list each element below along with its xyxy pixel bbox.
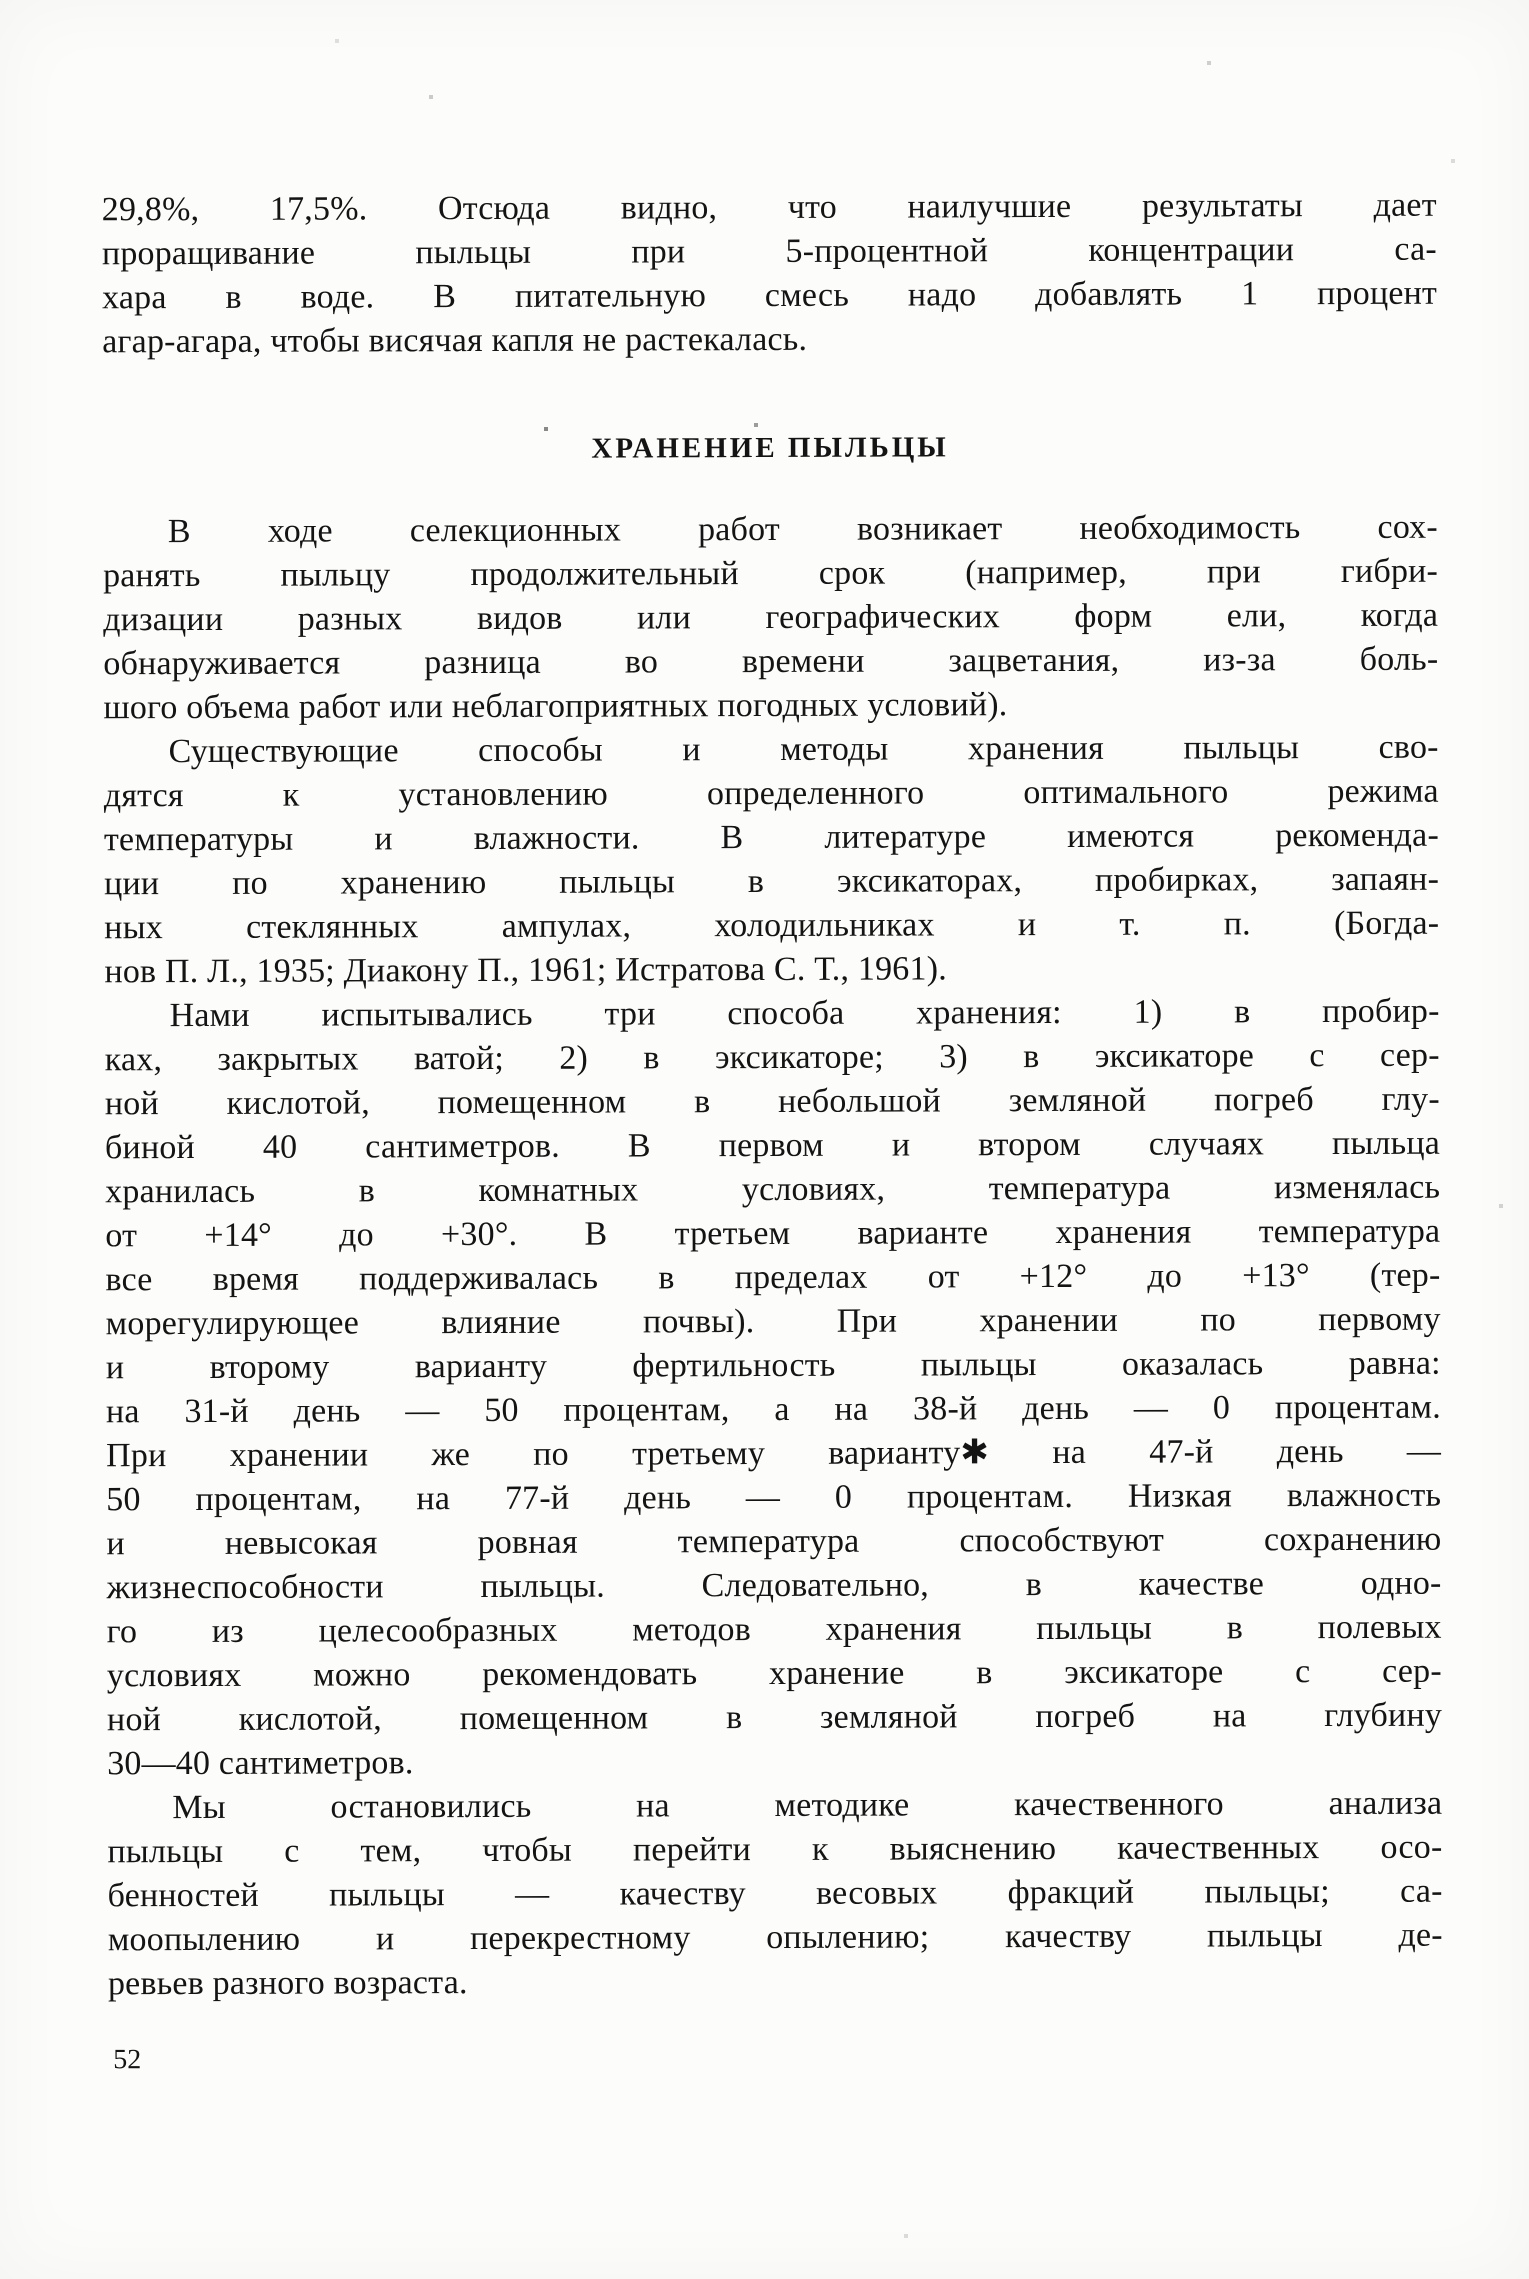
text-line: проращивание пыльцы при 5-процентной концентрации са- bbox=[101, 230, 1437, 273]
text-line: обнаруживается разница во времени зацветания, из-за боль- bbox=[103, 640, 1439, 683]
text-line: дизации разных видов или географических форм ели, когда bbox=[103, 596, 1439, 639]
section-heading: ХРАНЕНИЕ ПЫЛЬЦЫ bbox=[591, 431, 949, 465]
text-line: 29,8%, 17,5%. Отсюда видно, что наилучшие результаты дает bbox=[101, 186, 1437, 229]
text-line: ках, закрытых ватой; 2) в эксикаторе; 3) в эксикаторе с сер- bbox=[104, 1036, 1440, 1079]
text-line: и второму варианту фертильность пыльцы оказалась равна: bbox=[105, 1344, 1441, 1387]
paragraph bbox=[107, 1782, 1443, 2007]
text-line: ранять пыльцу продолжительный срок (например, при гибри- bbox=[102, 552, 1439, 595]
text-line: Мы остановились на методике качественного анализа bbox=[172, 1784, 1443, 1827]
text-line: ных стеклянных ампулах, холодильниках и т. п. (Богда- bbox=[104, 904, 1440, 947]
text-line: го из целесообразных методов хранения пыльцы в полевых bbox=[106, 1608, 1442, 1651]
text-line: и невысокая ровная температура способствуют сохранению bbox=[106, 1520, 1442, 1563]
text-line: моопылению и перекрестному опылению; качеству пыльцы де- bbox=[107, 1916, 1443, 1959]
text-line: хара в воде. В питательную смесь надо добавлять 1 процент bbox=[101, 274, 1438, 317]
text-line: ной кислотой, помещенном в земляной погреб на глубину bbox=[106, 1696, 1443, 1739]
page-number: 52 bbox=[113, 2044, 142, 2076]
text-line: В ходе селекционных работ возникает необходимость сох- bbox=[167, 508, 1438, 551]
text-line: 50 процентам, на 77-й день — 0 процентам. Низкая влажность bbox=[106, 1476, 1442, 1519]
text-line: морегулирующее влияние почвы). При хранении по первому bbox=[105, 1300, 1441, 1343]
text-line: дятся к установлению определенного оптимального режима bbox=[103, 772, 1439, 815]
paragraph bbox=[102, 184, 1438, 365]
text-line: шого объема работ или неблагоприятных погодных условий). bbox=[103, 686, 1008, 727]
text-line: нов П. Л., 1935; Диакону П., 1961; Истратова С. Т., 1961). bbox=[104, 950, 947, 991]
text-line: бенностей пыльцы — качеству весовых фракций пыльцы; са- bbox=[107, 1872, 1443, 1915]
text-line: биной 40 сантиметров. В первом и втором случаях пыльца bbox=[104, 1124, 1441, 1167]
text-line: от +14° до +30°. В третьем варианте хранения температура bbox=[105, 1212, 1441, 1255]
text-line: все время поддерживалась в пределах от +12° до +13° (тер- bbox=[105, 1256, 1441, 1299]
text-line: жизнеспособности пыльцы. Следовательно, в качестве одно- bbox=[106, 1564, 1442, 1607]
text-line: При хранении же по третьему варианту✱ на 47-й день — bbox=[106, 1432, 1442, 1475]
paragraph bbox=[104, 990, 1442, 1787]
text-line: Существующие способы и методы хранения пыльцы сво- bbox=[168, 728, 1439, 771]
body-text bbox=[103, 506, 1443, 2007]
text-line: условиях можно рекомендовать хранение в эксикаторе с сер- bbox=[106, 1652, 1442, 1695]
text-line: ции по хранению пыльцы в эксикаторах, пробирках, запаян- bbox=[104, 860, 1440, 903]
text-line: хранилась в комнатных условиях, температура изменялась bbox=[105, 1168, 1441, 1211]
text-line: ревьев разного возраста. bbox=[107, 1964, 468, 2003]
paragraph bbox=[104, 726, 1440, 995]
text-line: агар-агара, чтобы висячая капля не растекалась. bbox=[102, 320, 808, 361]
text-line: ной кислотой, помещенном в небольшой земляной погреб глу- bbox=[104, 1080, 1440, 1123]
text-line: на 31-й день — 50 процентам, а на 38-й день — 0 процентам. bbox=[105, 1388, 1442, 1431]
text-line: Нами испытывались три способа хранения: 1) в пробир- bbox=[169, 992, 1440, 1035]
paragraph bbox=[103, 506, 1439, 731]
text-line: пыльцы с тем, чтобы перейти к выяснению качественных осо- bbox=[107, 1828, 1443, 1871]
text-line: температуры и влажности. В литературе имеются рекоменда- bbox=[103, 816, 1440, 859]
text-line: 30—40 сантиметров. bbox=[107, 1744, 414, 1783]
